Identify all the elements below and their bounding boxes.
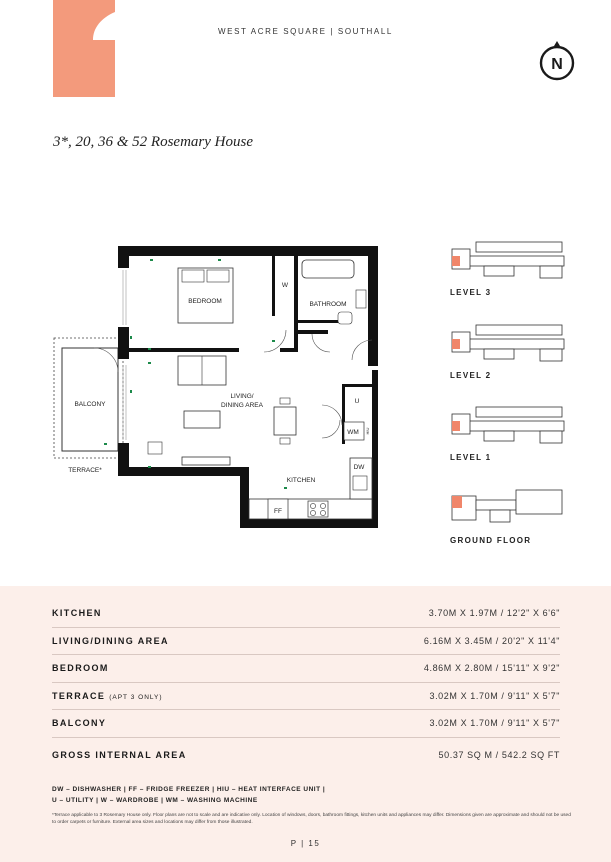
level-1-highlight bbox=[452, 421, 460, 431]
legend-line-1: DW – DISHWASHER | FF – FRIDGE FREEZER | HIU – HEAT INTERFACE UNIT | bbox=[52, 786, 326, 793]
spec-name: BEDROOM bbox=[52, 663, 109, 674]
label-bedroom: BEDROOM bbox=[188, 298, 222, 305]
development-title: WEST ACRE SQUARE | SOUTHALL bbox=[218, 27, 393, 36]
label-ff: FF bbox=[274, 508, 282, 515]
spec-value: 50.37 SQ M / 542.2 SQ FT bbox=[438, 749, 560, 760]
spec-name: LIVING/DINING AREA bbox=[52, 635, 169, 646]
label-wardrobe: W bbox=[281, 282, 289, 289]
page-number: P | 15 bbox=[290, 839, 321, 848]
level-1-label: LEVEL 1 bbox=[450, 453, 492, 462]
level-2-keyplan bbox=[450, 317, 565, 380]
label-utility: U bbox=[354, 398, 360, 405]
spec-name-terrace bbox=[52, 691, 163, 701]
spec-row-gia bbox=[52, 738, 560, 772]
label-kitchen: KITCHEN bbox=[286, 477, 316, 484]
compass-letter: N bbox=[551, 56, 563, 73]
legend-line-2: U – UTILITY | W – WARDROBE | WM – WASHING MACHINE bbox=[52, 797, 258, 804]
unit-title: 3*, 20, 36 & 52 Rosemary House bbox=[53, 134, 253, 150]
label-terrace: TERRACE* bbox=[68, 467, 102, 474]
level-1-keyplan bbox=[450, 399, 565, 462]
floor-plan bbox=[50, 240, 390, 535]
level-2-label: LEVEL 2 bbox=[450, 371, 492, 380]
quote-mark-logo bbox=[53, 0, 115, 97]
label-balcony: BALCONY bbox=[74, 401, 106, 408]
level-3-label: LEVEL 3 bbox=[450, 288, 492, 297]
label-dw: DW bbox=[353, 464, 365, 471]
level-2-keyplan-drawing bbox=[450, 317, 565, 367]
level-1-keyplan-drawing bbox=[450, 399, 565, 449]
ground-floor-highlight bbox=[452, 496, 462, 508]
ground-floor-keyplan bbox=[450, 482, 565, 545]
spec-name: BALCONY bbox=[52, 718, 107, 729]
level-3-keyplan bbox=[450, 234, 565, 297]
spec-value: 3.02M X 1.70M / 9'11" X 5'7" bbox=[429, 690, 560, 701]
compass-north-icon bbox=[538, 40, 576, 82]
label-living-2: DINING AREA bbox=[221, 402, 263, 409]
level-3-keyplan-drawing bbox=[450, 234, 565, 284]
spec-row-balcony bbox=[52, 710, 560, 738]
spec-value: 3.02M X 1.70M / 9'11" X 5'7" bbox=[429, 718, 560, 729]
level-3-highlight bbox=[452, 256, 460, 266]
spec-note: (APT 3 ONLY) bbox=[109, 693, 163, 701]
spec-table bbox=[52, 600, 560, 772]
spec-name: GROSS INTERNAL AREA bbox=[52, 749, 187, 760]
ground-floor-keyplan-drawing bbox=[450, 482, 565, 532]
label-wm: WM bbox=[347, 429, 359, 436]
spec-name: TERRACE bbox=[52, 690, 106, 701]
spec-name: KITCHEN bbox=[52, 608, 102, 619]
abbreviation-legend bbox=[52, 784, 572, 806]
disclaimer-text: *Terrace applicable to 3 Rosemary House only. Floor plans are not to scale and are indicative only. Location of windows, doors, bathroom fittings, kitchen units and appliances may differ. Dimensions given are approximate and should not be used to order carpets or furniture. External area sizes and locations may differ from those illustrated. bbox=[52, 813, 571, 825]
spec-row-living bbox=[52, 628, 560, 656]
spec-value: 3.70M X 1.97M / 12'2" X 6'6" bbox=[428, 608, 560, 619]
spec-value: 4.86M X 2.80M / 15'11" X 9'2" bbox=[423, 663, 560, 674]
label-hiu: HIU bbox=[365, 427, 370, 435]
label-living-1: LIVING/ bbox=[230, 393, 254, 400]
spec-row-kitchen bbox=[52, 600, 560, 628]
spec-row-bedroom bbox=[52, 655, 560, 683]
level-2-highlight bbox=[452, 339, 460, 349]
spec-value: 6.16M X 3.45M / 20'2" X 11'4" bbox=[423, 635, 560, 646]
label-bathroom: BATHROOM bbox=[309, 301, 347, 308]
spec-row-terrace bbox=[52, 683, 560, 711]
ground-floor-label: GROUND FLOOR bbox=[450, 536, 532, 545]
